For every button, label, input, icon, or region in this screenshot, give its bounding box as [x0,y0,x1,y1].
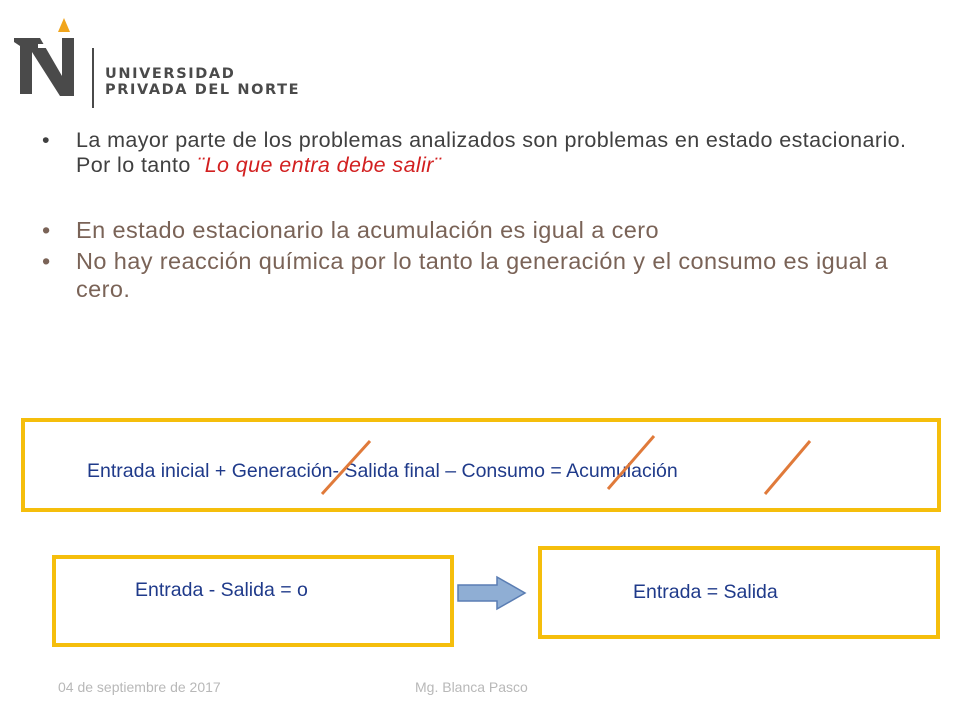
strike-accumulation-icon [765,441,810,494]
bullet-dot-icon: • [42,217,51,243]
main-equation-text: Entrada inicial + Generación- Salida final – Consumo = Acumulación [87,460,678,482]
footer-date: 04 de septiembre de 2017 [58,679,221,695]
logo-line1: UNIVERSIDAD [105,66,236,82]
bullet-1-text: La mayor parte de los problemas analizados son problemas en estado estacionario. Por lo tanto [76,128,907,177]
left-equation-text: Entrada - Salida = o [135,579,308,601]
arrow-right-icon [458,577,525,609]
bullet-dot-icon: • [42,248,51,274]
bullet-1-highlight: ¨Lo que entra debe salir¨ [197,153,442,177]
bullet-2-text: En estado estacionario la acumulación es igual a cero [76,217,659,243]
bullet-3-text: No hay reacción química por lo tanto la generación y el consumo es igual a cero. [76,248,889,302]
bullet-dot-icon: • [42,128,50,152]
strike-consumption-icon [608,436,654,489]
right-equation-text: Entrada = Salida [633,581,778,603]
logo-line2: PRIVADA DEL NORTE [105,82,301,98]
strike-generation-icon [322,441,370,494]
footer-author: Mg. Blanca Pasco [415,679,528,695]
